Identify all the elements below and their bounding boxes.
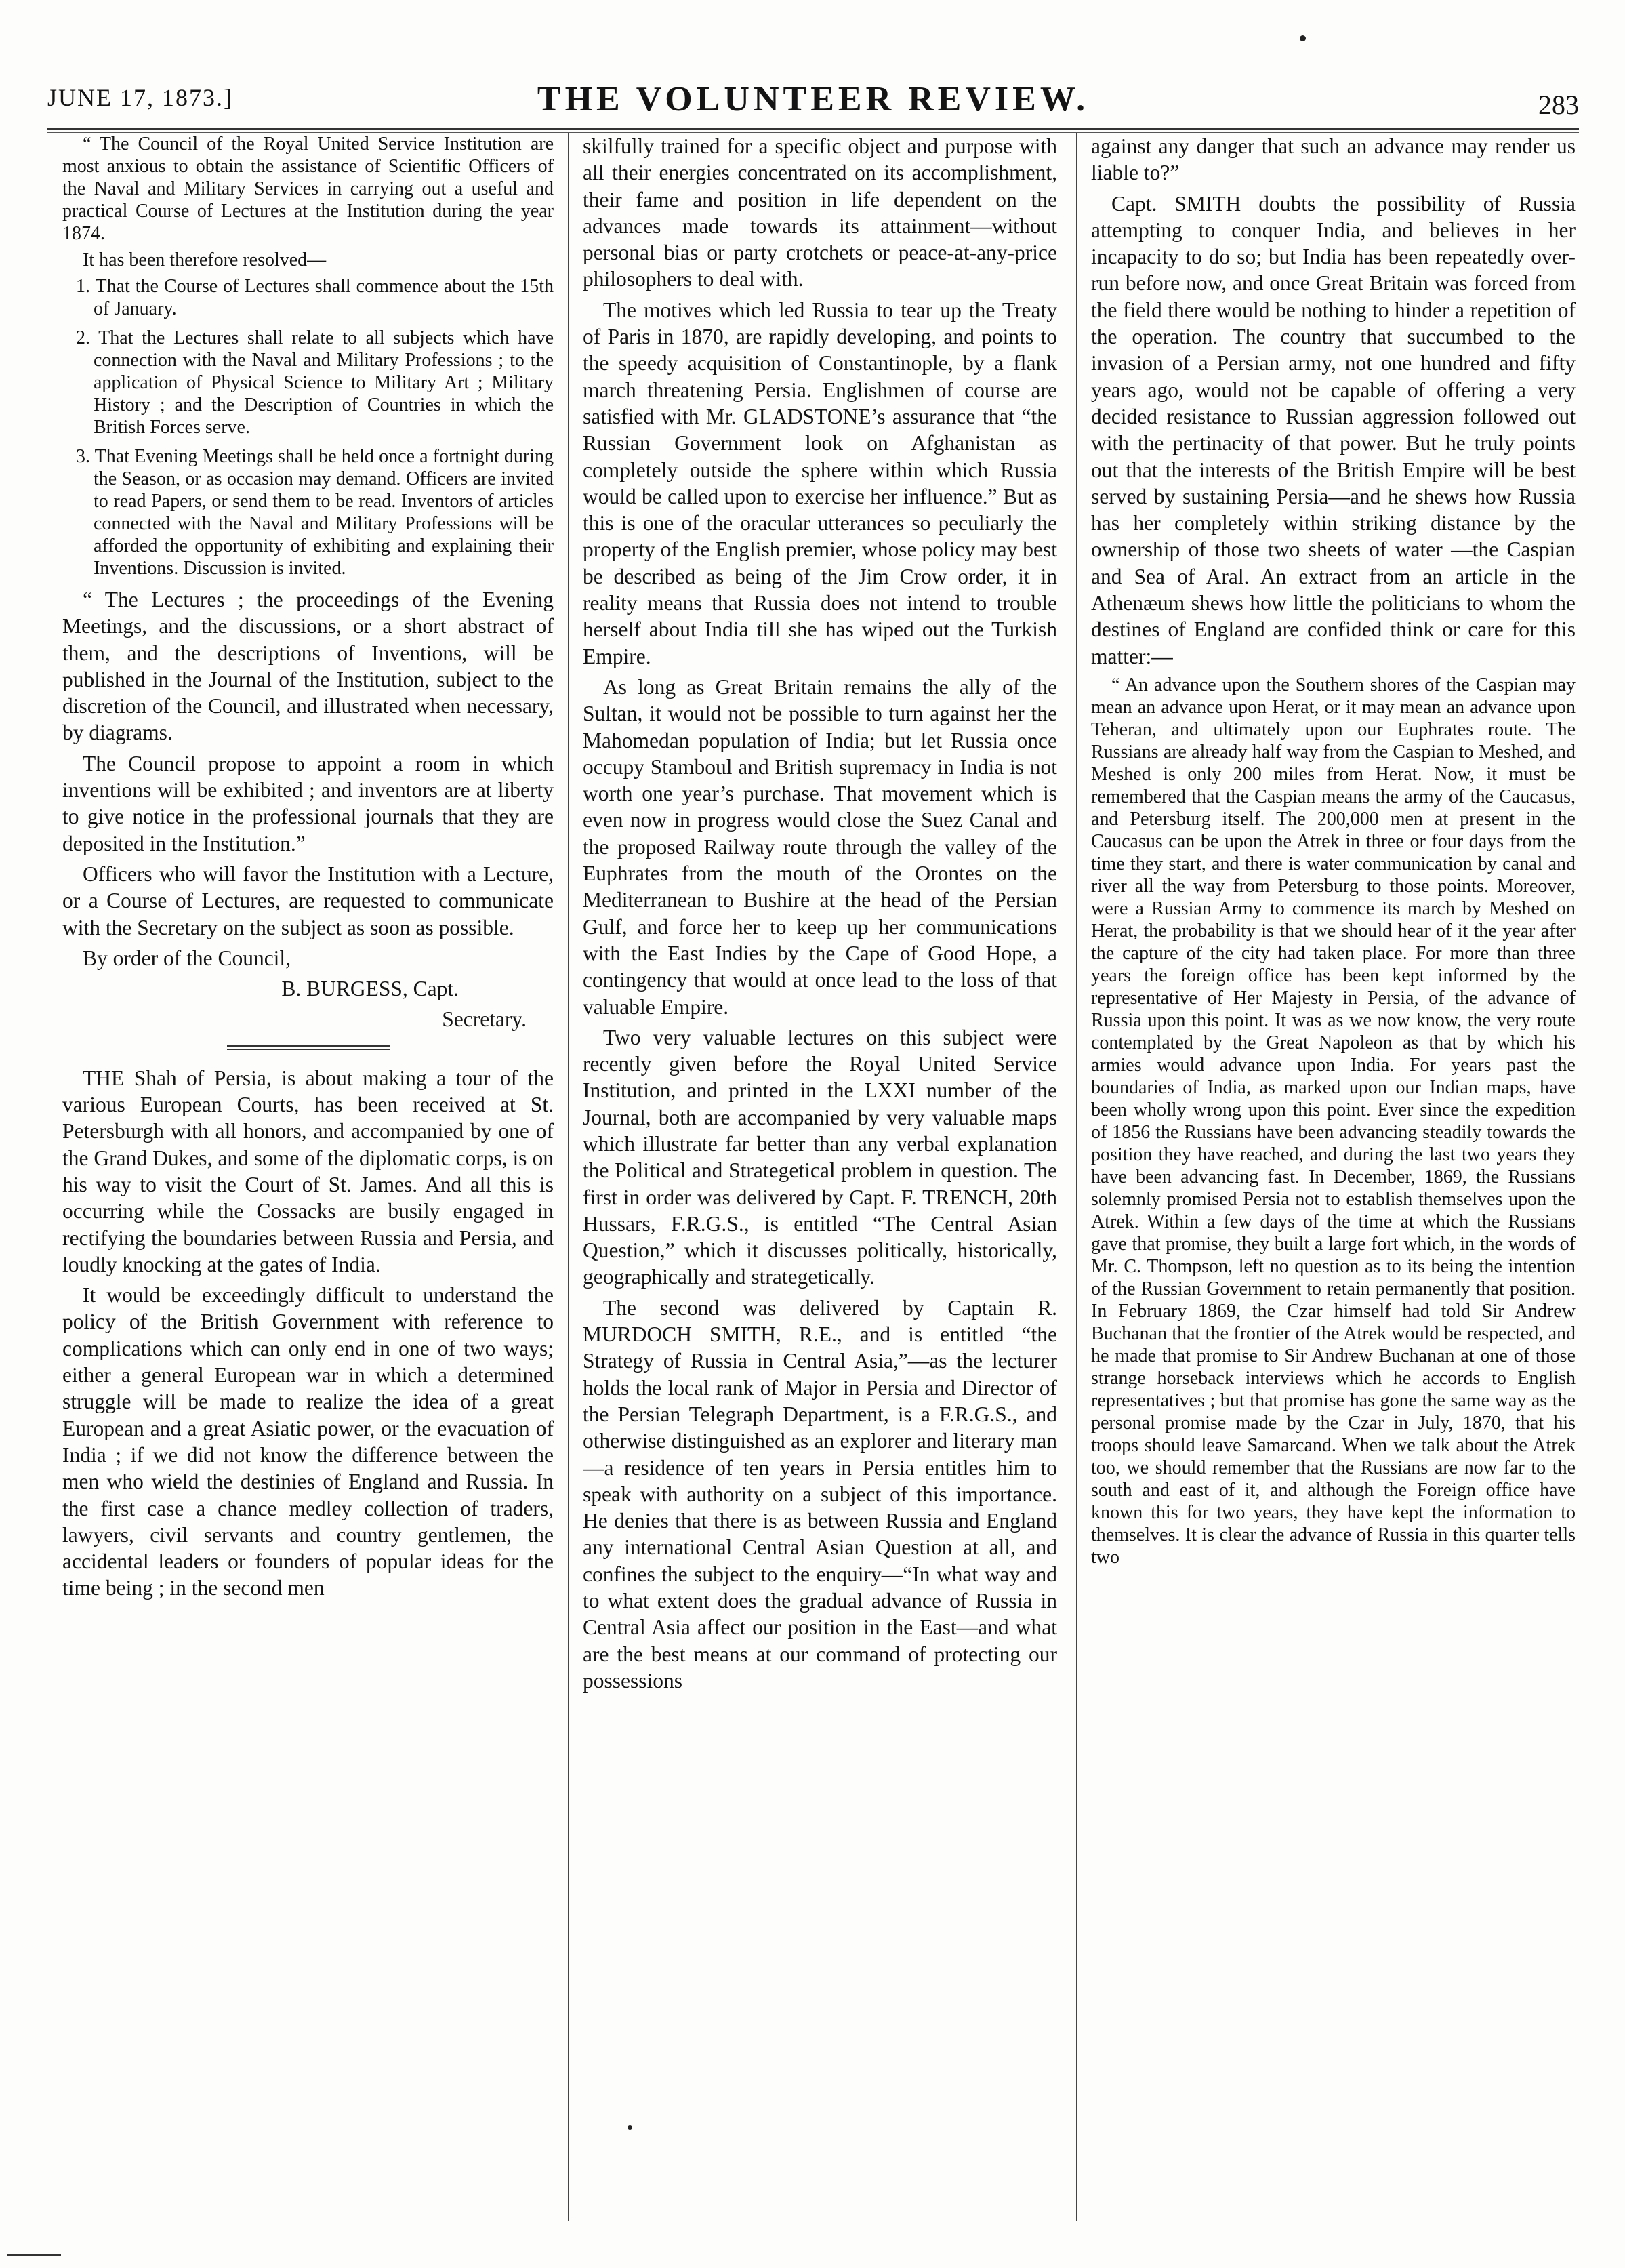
paragraph: Capt. SMITH doubts the possibility of Russia attempting to conquer India, and believes in her incapacity to do so; but India has been repeatedly over-run before now, and once Great Britain was forced from the field there would be nothing to hinder a repetition of the operation. The country that succumbed to the invasion of a Persian army, not one hundred and fifty years ago, would not be capable of offering a very decided resistance to Russian aggression followed out with the pertinacity of that power. But he truly points out that the interests of the British Empire will be best served by sustaining Persia—and he shews how Russia has her completely within striking distance by the ownership of those two sheets of water —the Caspian and Sea of Aral. An extract from an article in the Athenæum shews how little the politicians to whom the destines of England are confided think or care for this matter:—: [1091, 191, 1576, 668]
column-2: [583, 133, 1057, 2227]
page-edge-mark: [7, 2254, 61, 2256]
paragraph: As long as Great Britain remains the ally of the Sultan, it would not be possible to turn against her the Mahomedan population of India; but let Russia once occupy Stamboul and British supremacy in India is not worth one year’s purchase. That movement which is even now in progress would close the Suez Canal and the proposed Railway route through the valley of the Euphrates from the mouth of the Orontes on the Mediterranean to Bushire at the head of the Persian Gulf, and force her to keep up her communications with the East Indies by the Cape of Good Hope, a contingency that would at once lead to the loss of that valuable Empire.: [583, 674, 1057, 1019]
paragraph: The motives which led Russia to tear up the Treaty of Paris in 1870, are rapidly developing, and points to the speedy acquisition of Constantinople, by a flank march threatening Persia. Englishmen of course are satisfied with Mr. GLADSTONE’s assurance that “the Russian Government look on Afghanistan as completely outside the sphere within which Russia would be called upon to exercise her influence.” But as this is one of the oracular utterances so peculiarly the property of the English premier, whose policy may best be described as being of the Jim Crow order, it in reality means that Russia does not intend to trouble herself about India till she has wiped out the Turkish Empire.: [583, 298, 1057, 668]
resolution-item: 3. That Evening Meetings shall be held once a fortnight during the Season, or as occasion may demand. Officers are invited to read Papers, or send them to be read. Inventors of articles connected with the Naval and Military Professions will be afforded the opportunity of exhibiting and explaining their Inventions. Discussion is invited.: [76, 446, 554, 579]
resolved-line: It has been therefore resolved—: [83, 249, 327, 270]
page-number: 283: [1538, 89, 1579, 120]
signature-name: B. BURGESS, Capt.: [281, 977, 459, 1001]
by-order-line: By order of the Council,: [83, 946, 291, 970]
print-speck: [1300, 35, 1306, 41]
resolution-item: 2. That the Lectures shall relate to all subjects which have connection with the Naval and Military Professions ; to the application of Physical Science to Military Art ; Military History ; and the Description of Countries in which the British Forces serve.: [76, 327, 554, 438]
column-divider-2: [1076, 133, 1077, 2221]
lectures-notice-intro: “ The Council of the Royal United Service Institution are most anxious to obtain the assistance of Scientific Officers of the Naval and Military Services in carrying out a useful and practical Course of Lectures at the Institution during the year 1874.: [62, 134, 554, 244]
header-rule: [47, 128, 1579, 133]
paragraph: “ The Lectures ; the proceedings of the Evening Meetings, and the discussions, or a short abstract of them, and the descriptions of Inventions, will be published in the Journal of the Institution, subject to the discretion of the Council, and illustrated when necessary, by diagrams.: [62, 588, 554, 745]
paragraph: THE Shah of Persia, is about making a tour of the various European Courts, has been received at St. Petersburgh with all honors, and accompanied by one of the Grand Dukes, and some of the diplomatic corps, is on his way to visit the Court of St. James. And all this is occurring while the Cossacks are busily engaged in rectifying the boundaries between Russia and Persia, and loudly knocking at the gates of India.: [62, 1066, 554, 1276]
resolution-item: 1. That the Course of Lectures shall commence about the 15th of January.: [76, 276, 554, 319]
quoted-extract: “ An advance upon the Southern shores of the Caspian may mean an advance upon Herat, or it may mean an advance upon Teheran, and ultimately upon our Euphrates route. The Russians are already half way from the Caspian to Meshed, and Meshed is only 200 miles from Herat. Now, it must be remembered that the Caspian means the army of the Caucasus, and Petersburg itself. The 200,000 men at present in the Caucasus can be upon the Atrek in three or four days from the time they start, and there is water communication by canal and river all the way from Petersburg to those points. Moreover, were a Russian Army to commence its march by Meshed on Herat, the probability is that we should hear of it the year after the capture of the city had taken place. For more than three years the foreign office has been kept informed by the representative of Her Majesty in Persia, of the advance of Russia upon this point. It was as we now know, the very route contemplated by the Great Napoleon as that by which his armies would advance upon India. For years past the boundaries of India, as marked upon our Indian maps, have been wholly wrong upon this point. Ever since the expedition of 1856 the Russians have been advancing steadily towards the position they have reached, and during the last two years they have been advancing fast. In December, 1869, the Russians solemnly promised Persia not to establish themselves upon the Atrek. Within a few days of the time at which the Russians gave that promise, they built a large fort which, in the words of Mr. C. Thompson, left no question as to its being the intention of the Russian Government to retain permanently that position. In February 1869, the Czar himself had told Sir Andrew Buchanan that the frontier of the Atrek would be respected, and he made that promise to Sir Andrew Buchanan at one of those strange horseback interviews which he accords to English representatives ; but that promise has gone the same way as the personal promise made by the Czar in July, 1870, that his troops should leave Samarcand. When we talk about the Atrek too, we should remember that the Russians are now far to the south and east of it, and although the Foreign office have known this for two years, they have kept the information to themselves. It is clear the advance of Russia in this quarter tells two: [1091, 674, 1576, 1568]
paragraph: Officers who will favor the Institution with a Lecture, or a Course of Lectures, are requested to communicate with the Secretary on the subject as soon as possible.: [62, 862, 554, 939]
section-rule: [227, 1045, 390, 1050]
paragraph: It would be exceedingly difficult to understand the policy of the British Government with reference to complications which can only end in one of two ways; either a general European war in which a determined struggle will be made to realize the idea of a great European and a great Asiatic power, or the evacuation of India ; if we did not know the difference between the men who wield the destinies of England and Russia. In the first case a chance medley collection of traders, lawyers, civil servants and country gentlemen, the accidental leaders or founders of popular ideas for the time being ; in the second men: [62, 1283, 554, 1600]
column-3: [1091, 133, 1576, 2227]
paragraph: Two very valuable lectures on this subject were recently given before the Royal United Service Institution, and printed in the LXXI number of the Journal, both are accompanied by very valuable maps which illustrate far better than any verbal explanation the Political and Strategetical problem in question. The first in order was delivered by Capt. F. TRENCH, 20th Hussars, F.R.G.S., is entitled “The Central Asian Question,” which it discusses politically, historically, geographically and strategetically.: [583, 1025, 1057, 1289]
paragraph: The second was delivered by Captain R. MURDOCH SMITH, R.E., and is entitled “the Strategy of Russia in Central Asia,”—as the lecturer holds the local rank of Major in Persia and Director of the Persian Telegraph Department, is a F.R.G.S., and otherwise distinguished as an explorer and literary man—a residence of ten years in Persia entitles him to speak with authority on a subject of this importance. He denies that there is as between Russia and England any international Central Asian Question at all, and confines the subject to the enquiry—“In what way and to what extent does the gradual advance of Russia in Central Asia affect our position in the East—and what are the best means at our command of protecting our possessions: [583, 1295, 1057, 1693]
resolution-list: [62, 275, 554, 580]
page-header: [47, 71, 1579, 125]
print-speck: [628, 2125, 632, 2130]
issue-date: JUNE 17, 1873.]: [47, 84, 233, 111]
column-1: [62, 133, 554, 2227]
publication-title: THE VOLUNTEER REVIEW.: [537, 80, 1090, 119]
paragraph: against any danger that such an advance may render us liable to?”: [1091, 134, 1576, 185]
signature-role: Secretary.: [442, 1007, 527, 1032]
paragraph: skilfully trained for a specific object and purpose with all their energies concentrated on its accomplishment, their fame and position in life dependent on the advances made towards its attainment—without personal bias or party crotchets or peace-at-any-price philosophers to deal with.: [583, 134, 1057, 291]
column-divider-1: [568, 133, 569, 2221]
paragraph: The Council propose to appoint a room in which inventions will be exhibited ; and inventors are at liberty to give notice in the professional journals that they are deposited in the Institution.”: [62, 751, 554, 855]
